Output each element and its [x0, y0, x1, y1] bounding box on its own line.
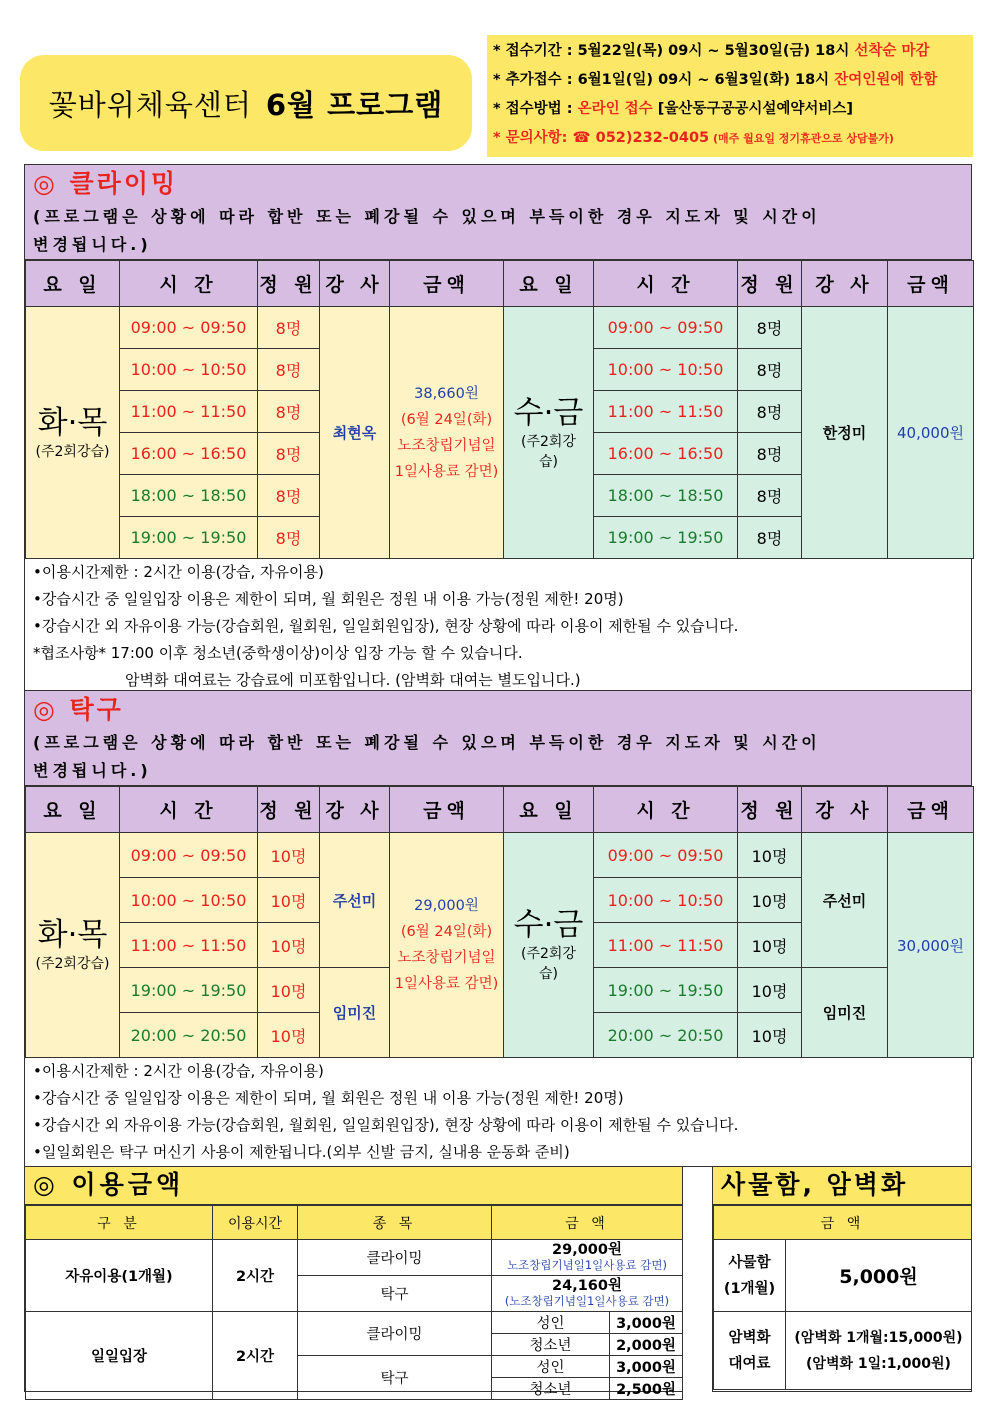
note: •이용시간제한 : 2시간 이용(강습, 자유이용)	[33, 563, 324, 581]
capacity: 8명	[738, 391, 802, 433]
pingpong-header	[25, 691, 971, 786]
item-climbing: 클라이밍	[298, 1312, 492, 1356]
price-note: (노조창립기념일1일사용료 감면)	[504, 1293, 670, 1308]
hours: 2시간	[213, 1240, 298, 1312]
capacity: 10명	[738, 833, 802, 878]
capacity: 8명	[258, 517, 320, 559]
tue-price-cell	[390, 833, 504, 1058]
shoe-label-sub: 대여료	[728, 1355, 771, 1372]
pingpong-notes	[25, 1058, 971, 1166]
col-capacity-2: 정 원	[738, 787, 802, 833]
tue-thu-day-cell	[26, 833, 120, 1058]
time-slot: 18:00 ~ 18:50	[120, 475, 258, 517]
wed-fri-sub: 습)	[539, 966, 558, 982]
price: 3,000원	[610, 1312, 683, 1334]
fee-headers	[26, 1206, 683, 1240]
capacity: 10명	[258, 923, 320, 968]
fee-table-box	[24, 1166, 683, 1398]
capacity: 8명	[258, 391, 320, 433]
shoe-price-cell	[786, 1312, 972, 1390]
adult-label: 성인	[492, 1356, 610, 1378]
teacher: 임미진	[320, 968, 390, 1058]
time-slot: 11:00 ~ 11:50	[594, 923, 738, 968]
fee-table	[25, 1205, 683, 1400]
wed-fri-sub: (주2회강	[521, 433, 576, 450]
fee-col-amount: 금 액	[492, 1206, 683, 1240]
capacity: 8명	[738, 433, 802, 475]
time-slot: 10:00 ~ 10:50	[594, 349, 738, 391]
pingpong-desc-1: (프로그램은 상황에 따라 합반 또는 폐강될 수 있으며 부득이한 경우 지도자 및 시간이	[33, 733, 821, 752]
climbing-desc-1: (프로그램은 상황에 따라 합반 또는 폐강될 수 있으며 부득이한 경우 지도자 및 시간이	[33, 207, 821, 226]
capacity: 10명	[258, 968, 320, 1013]
price-note: (6월 24일(화)	[400, 411, 493, 428]
note: 암벽화 대여료는 강습료에 미포함입니다. (암벽화 대여는 별도입니다.)	[125, 671, 581, 689]
note: •이용시간제한 : 2시간 이용(강습, 자유이용)	[33, 1062, 324, 1080]
capacity: 8명	[258, 475, 320, 517]
price: 24,160원	[552, 1277, 622, 1294]
time-slot: 19:00 ~ 19:50	[120, 517, 258, 559]
time-slot: 09:00 ~ 09:50	[120, 833, 258, 878]
teacher: 최현옥	[320, 307, 390, 559]
item-pingpong: 탁구	[298, 1276, 492, 1312]
time-slot: 09:00 ~ 09:50	[594, 307, 738, 349]
table-row	[714, 1240, 972, 1312]
locker-col-amount: 금 액	[714, 1206, 972, 1240]
col-day-2: 요 일	[504, 787, 594, 833]
capacity: 8명	[258, 433, 320, 475]
reg-period-label: * 접수기간 :	[493, 43, 578, 59]
capacity: 8명	[738, 307, 802, 349]
note: •강습시간 외 자유이용 가능(강습회원, 월회원, 일일회원입장), 현장 상황에 따라 이용이 제한될 수 있습니다.	[33, 617, 739, 635]
shoe-label-cell	[714, 1312, 786, 1390]
time-slot: 10:00 ~ 10:50	[594, 878, 738, 923]
capacity: 10명	[258, 878, 320, 923]
note: •일일회원은 탁구 머신기 사용이 제한됩니다.(외부 신발 금지, 실내용 운동화 준비)	[33, 1143, 570, 1161]
locker-header-row	[714, 1206, 972, 1240]
locker-label: 사물함	[728, 1254, 771, 1271]
reg-period-note: 선착순 마감	[854, 43, 930, 59]
col-teacher: 강 사	[320, 787, 390, 833]
price-note: 1일사용료 감면)	[394, 976, 499, 992]
col-capacity-2: 정 원	[738, 261, 802, 307]
capacity: 8명	[738, 475, 802, 517]
reg-period-line	[493, 37, 967, 66]
col-price: 금액	[390, 787, 504, 833]
time-slot: 19:00 ~ 19:50	[594, 517, 738, 559]
locker-table	[713, 1205, 972, 1390]
locker-box	[712, 1166, 972, 1392]
capacity: 8명	[258, 307, 320, 349]
locker-label-sub: (1개월)	[723, 1280, 776, 1297]
capacity: 10명	[738, 878, 802, 923]
pingpong-title: ◎ 탁구	[33, 695, 124, 724]
shoe-month-price: (암벽화 1개월:15,000원)	[794, 1329, 963, 1346]
price: 2,000원	[610, 1334, 683, 1356]
youth-label: 청소년	[492, 1378, 610, 1400]
time-slot: 18:00 ~ 18:50	[594, 475, 738, 517]
time-slot: 10:00 ~ 10:50	[120, 349, 258, 391]
month-title: 6월 프로그램	[265, 87, 444, 122]
time-slot: 19:00 ~ 19:50	[594, 968, 738, 1013]
item-climbing: 클라이밍	[298, 1240, 492, 1276]
extra-note: 잔여인원에 한함	[834, 72, 938, 88]
tue-thu-day-cell	[26, 307, 120, 559]
wed-fri-day: 수·금	[513, 394, 584, 431]
wed-fri-sub: 습)	[539, 453, 558, 470]
teacher: 주선미	[320, 833, 390, 968]
hours: 2시간	[213, 1312, 298, 1400]
wed-price: 40,000원	[888, 307, 974, 559]
col-teacher: 강 사	[320, 261, 390, 307]
adult-label: 성인	[492, 1312, 610, 1334]
time-slot: 20:00 ~ 20:50	[120, 1013, 258, 1058]
time-slot: 09:00 ~ 09:50	[594, 833, 738, 878]
youth-label: 청소년	[492, 1334, 610, 1356]
wed-price: 30,000원	[888, 833, 974, 1058]
time-slot: 20:00 ~ 20:50	[594, 1013, 738, 1058]
climbing-header	[25, 165, 971, 260]
wed-fri-day-cell	[504, 833, 594, 1058]
price-note: 노조창립기념일1일사용료 감면)	[507, 1257, 667, 1272]
locker-label-cell	[714, 1240, 786, 1312]
col-capacity: 정 원	[258, 261, 320, 307]
col-day: 요 일	[26, 261, 120, 307]
price-note: 1일사용료 감면)	[394, 463, 499, 480]
shoe-day-price: (암벽화 1일:1,000원)	[806, 1355, 951, 1372]
col-price: 금액	[390, 261, 504, 307]
registration-info	[487, 35, 973, 157]
teacher: 주선미	[802, 833, 888, 968]
col-price-2: 금액	[888, 787, 974, 833]
col-capacity: 정 원	[258, 787, 320, 833]
time-slot: 11:00 ~ 11:50	[120, 391, 258, 433]
teacher: 임미진	[802, 968, 888, 1058]
capacity: 8명	[258, 349, 320, 391]
tue-thu-day: 화·목	[37, 404, 108, 441]
col-teacher-2: 강 사	[802, 787, 888, 833]
capacity: 10명	[738, 968, 802, 1013]
extra-reg-line	[493, 66, 967, 95]
note: •강습시간 중 일일입장 이용은 제한이 되며, 월 회원은 정원 내 이용 가능(정원 제한! 20명)	[33, 590, 624, 608]
wed-fri-sub: (주2회강	[521, 946, 576, 962]
tue-price: 38,660원	[414, 385, 479, 402]
pingpong-schedule-table	[25, 786, 974, 1058]
climbing-schedule-table	[25, 260, 974, 559]
method: 온라인 접수	[577, 101, 653, 117]
capacity: 10명	[738, 923, 802, 968]
capacity: 10명	[738, 1013, 802, 1058]
note: •강습시간 외 자유이용 가능(강습회원, 월회원, 일일회원입장), 현장 상황에 따라 이용이 제한될 수 있습니다.	[33, 1116, 739, 1134]
capacity: 10명	[258, 1013, 320, 1058]
shoe-label: 암벽화	[728, 1329, 771, 1346]
tue-thu-sub: (주2회강습)	[35, 443, 110, 460]
free-use-label: 자유이용(1개월)	[26, 1240, 213, 1312]
price-note: (6월 24일(화)	[400, 924, 493, 940]
time-slot: 19:00 ~ 19:50	[120, 968, 258, 1013]
locker-title: 사물함, 암벽화	[713, 1167, 971, 1205]
free-pp-amount	[492, 1276, 683, 1312]
col-time: 시 간	[120, 787, 258, 833]
time-slot: 16:00 ~ 16:50	[120, 433, 258, 475]
col-teacher-2: 강 사	[802, 261, 888, 307]
capacity: 8명	[738, 517, 802, 559]
col-day: 요 일	[26, 787, 120, 833]
price: 3,000원	[610, 1356, 683, 1378]
daily-label: 일일입장	[26, 1312, 213, 1400]
fee-col-hours: 이용시간	[213, 1206, 298, 1240]
time-slot: 10:00 ~ 10:50	[120, 878, 258, 923]
fee-col-category: 구 분	[26, 1206, 213, 1240]
pingpong-section	[24, 690, 972, 1167]
method-site: [울산동구공공시설예약서비스]	[652, 101, 854, 117]
price-note: 노조창립기념일	[397, 950, 496, 966]
time-slot: 11:00 ~ 11:50	[594, 391, 738, 433]
time-slot: 09:00 ~ 09:50	[120, 307, 258, 349]
climbing-notes	[25, 559, 971, 694]
price: 29,000원	[552, 1241, 622, 1258]
item-pingpong: 탁구	[298, 1356, 492, 1400]
center-name: 꽃바위체육센터	[48, 87, 252, 122]
time-slot: 16:00 ~ 16:50	[594, 433, 738, 475]
table-row	[26, 1312, 683, 1334]
page-title	[20, 55, 472, 151]
reg-period: 5월22일(목) 09시 ~ 5월30일(금) 18시	[577, 43, 855, 59]
pingpong-desc-2: 변경됩니다.)	[33, 761, 152, 780]
table-row	[714, 1312, 972, 1390]
tue-thu-sub: (주2회강습)	[35, 956, 110, 972]
capacity: 8명	[738, 349, 802, 391]
time-slot: 11:00 ~ 11:50	[120, 923, 258, 968]
contact-label: * 문의사항: ☎ 052)232-0405	[493, 130, 710, 146]
col-time: 시 간	[120, 261, 258, 307]
wed-fri-day-cell	[504, 307, 594, 559]
price: 2,500원	[610, 1378, 683, 1400]
col-price-2: 금액	[888, 261, 974, 307]
free-climb-amount	[492, 1240, 683, 1276]
climbing-section	[24, 164, 972, 695]
pingpong-column-headers	[26, 787, 974, 833]
tue-price-cell	[390, 307, 504, 559]
tue-price: 29,000원	[414, 898, 479, 914]
extra-label: * 추가접수 :	[493, 72, 578, 88]
extra-period: 6월1일(일) 09시 ~ 6월3일(화) 18시	[577, 72, 835, 88]
teacher: 한정미	[802, 307, 888, 559]
contact-note: (매주 월요일 정기휴관으로 상담불가)	[709, 132, 894, 145]
capacity: 10명	[258, 833, 320, 878]
note: *협조사항* 17:00 이후 청소년(중학생이상)이상 입장 가능 할 수 있습니다.	[33, 644, 523, 662]
fee-title: ◎ 이용금액	[25, 1167, 682, 1205]
locker-price: 5,000원	[786, 1240, 972, 1312]
contact-line	[493, 124, 967, 153]
climbing-column-headers	[26, 261, 974, 307]
fee-col-item: 종 목	[298, 1206, 492, 1240]
price-note: 노조창립기념일	[397, 437, 496, 454]
climbing-desc-2: 변경됩니다.)	[33, 235, 152, 254]
tue-thu-day: 화·목	[37, 917, 108, 953]
note: •강습시간 중 일일입장 이용은 제한이 되며, 월 회원은 정원 내 이용 가능(정원 제한! 20명)	[33, 1089, 624, 1107]
table-row	[26, 833, 974, 878]
method-line	[493, 95, 967, 124]
wed-fri-day: 수·금	[513, 907, 584, 943]
table-row	[26, 307, 974, 349]
table-row	[26, 1240, 683, 1276]
col-day-2: 요 일	[504, 261, 594, 307]
method-label: * 접수방법 :	[493, 101, 578, 117]
climbing-title: ◎ 클라이밍	[33, 169, 179, 198]
col-time-2: 시 간	[594, 787, 738, 833]
col-time-2: 시 간	[594, 261, 738, 307]
